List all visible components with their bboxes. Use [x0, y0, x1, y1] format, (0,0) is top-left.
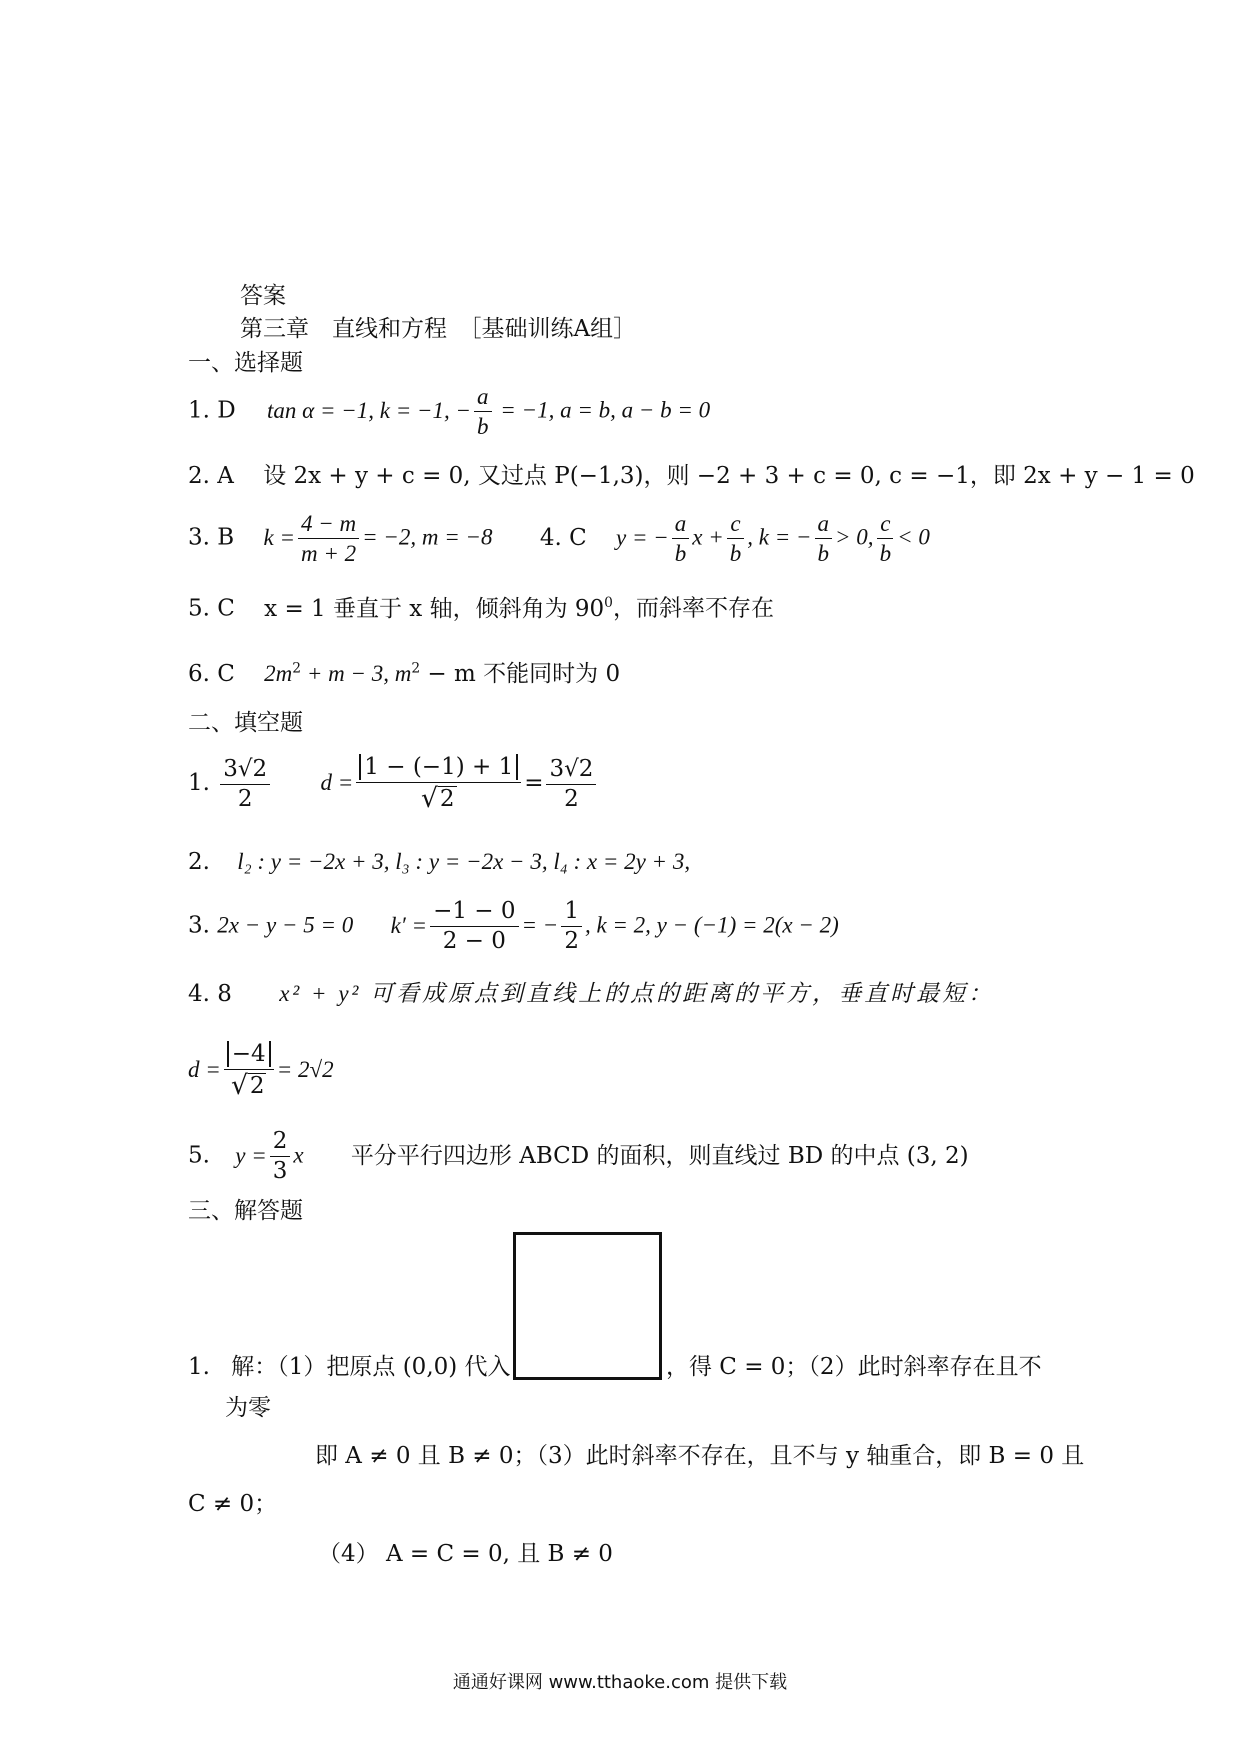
chapter-title: 第三章 直线和方程 ［基础训练A组］	[240, 316, 637, 342]
frac-denominator: b	[879, 541, 892, 566]
answer-num: 1.	[188, 1354, 210, 1380]
answer-2-4-formula: d = −4 √ 2 = 2√2	[188, 1041, 334, 1101]
math-tail: = −1, a = b, a − b = 0	[494, 397, 711, 423]
math-expr: l₂ : y = −2x + 3, l₃ : y = −2x − 3, l₄ : x = 2y + 3,	[237, 849, 691, 874]
answer-num: 1.	[188, 770, 210, 797]
math-expr: d =	[320, 770, 354, 796]
math-tail: , k = 2, y − (−1) = 2(x − 2)	[584, 912, 839, 938]
math-expr: x	[293, 1142, 304, 1168]
answer-1-6	[188, 662, 620, 686]
frac-numerator: 3√2	[220, 758, 270, 785]
math-expr: 2m	[264, 661, 293, 686]
answer-2-4	[188, 982, 994, 1006]
answer-1-1	[188, 385, 710, 438]
answer-3-1-line4: C ≠ 0；	[188, 1491, 278, 1517]
page-title: 答案	[240, 283, 286, 309]
frac-denominator: 2 − 0	[442, 928, 506, 954]
answer-3-1-line1b: ，得 C = 0；（2）此时斜率存在且不	[666, 1354, 1042, 1380]
answer-1-5	[188, 597, 774, 621]
answer-text: x² + y² 可看成原点到直线上的点的距离的平方，垂直时最短：	[279, 981, 995, 1006]
answer-2-5	[188, 1130, 969, 1183]
math-expr: = −	[521, 912, 559, 938]
math-expr: k =	[263, 524, 295, 550]
frac-numerator: a	[474, 385, 492, 412]
answer-text: x = 1 垂直于 x 轴，倾斜角为 90	[264, 595, 605, 622]
math-tail: = −2, m = −8	[362, 524, 493, 550]
math-expr: tan α = −1, k = −1, −	[267, 397, 472, 423]
answer-num: 6. C	[188, 661, 235, 687]
answer-1-3-4	[188, 512, 930, 565]
answer-1-2	[188, 465, 1195, 488]
answer-3-1-line2: 为零	[225, 1395, 271, 1421]
answer-num: 1. D	[188, 397, 236, 424]
abs-value: 1 − (−1) + 1	[359, 754, 518, 780]
abs-value: −4	[227, 1041, 271, 1067]
answer-text: 设 2x + y + c = 0, 又过点 P(−1,3)，则 −2 + 3 + c = 0, c = −1，即 2x + y − 1 = 0	[263, 463, 1195, 489]
frac-denominator: b	[477, 414, 489, 439]
answer-3-1-line3: 即 A ≠ 0 且 B ≠ 0；（3）此时斜率不存在，且不与 y 轴重合，即 B = 0 且	[315, 1443, 1085, 1469]
math-answer: 2x − y − 5 = 0	[217, 912, 354, 938]
answer-3-1-line1	[188, 1356, 511, 1379]
frac-denominator: b	[817, 541, 830, 566]
answer-num: 4. 8	[188, 981, 232, 1007]
math-expr: , k = −	[747, 524, 812, 550]
radical: 2	[249, 1073, 265, 1099]
frac-numerator: c	[877, 512, 893, 539]
frac-denominator: b	[674, 541, 687, 566]
math-expr: > 0,	[835, 524, 874, 550]
frac-numerator: 4 − m	[298, 512, 359, 539]
frac-denominator: 2	[237, 785, 253, 812]
frac-numerator: 2	[270, 1130, 291, 1157]
math-tail: = 2√2	[276, 1057, 334, 1083]
answer-num: 5. C	[188, 595, 235, 622]
math-tail: < 0	[897, 524, 930, 550]
answer-num: 4. C	[539, 524, 587, 551]
answer-num: 2. A	[188, 463, 234, 489]
section-heading-choice: 一、选择题	[188, 350, 303, 376]
radical: 2	[439, 786, 455, 812]
answer-3-1-line5: （4） A = C = 0, 且 B ≠ 0	[318, 1541, 613, 1567]
frac-denominator: 2	[564, 785, 579, 812]
answer-num: 3. B	[188, 524, 235, 551]
frac-numerator: 1	[561, 900, 582, 927]
answer-num: 3.	[188, 912, 210, 939]
math-expr: + m − 3, m	[301, 661, 412, 686]
degree-superscript: 0	[604, 595, 613, 611]
math-expr: y = −	[616, 524, 669, 550]
answer-text: ，而斜率不存在	[612, 595, 774, 622]
answer-num: 2.	[188, 849, 210, 875]
answer-text: − m 不能同时为 0	[420, 661, 621, 687]
section-heading-solve: 三、解答题	[188, 1198, 303, 1224]
frac-denominator: 2	[564, 928, 579, 954]
math-expr: y =	[235, 1142, 267, 1168]
footer-credit: 通通好课网 www.tthaoke.com 提供下载	[452, 1672, 788, 1693]
frac-numerator: a	[815, 512, 833, 539]
frac-denominator: 3	[272, 1158, 288, 1184]
frac-denominator: m + 2	[300, 541, 357, 566]
answer-2-3	[188, 900, 839, 953]
math-expr: d =	[188, 1057, 221, 1083]
answer-text: 解：（1）把原点 (0,0) 代入	[231, 1354, 511, 1380]
section-heading-fill: 二、填空题	[188, 710, 303, 736]
frac-numerator: c	[727, 512, 743, 539]
answer-2-2	[188, 850, 690, 874]
frac-denominator: b	[729, 541, 742, 566]
answer-2-1: 1. $\frac{3√2}{2}$ d = 1 − (−1) + 1 √ 2 = $\frac{3√2}{2}$	[188, 756, 599, 812]
frac-numerator: −1 − 0	[430, 900, 518, 927]
superscript: 2	[292, 660, 302, 677]
answer-text: 平分平行四边形 ABCD 的面积，则直线过 BD 的中点 (3, 2)	[350, 1142, 969, 1169]
frac-numerator: a	[672, 512, 690, 539]
frac-numerator: 3√2	[546, 758, 596, 785]
blank-image-box	[513, 1232, 662, 1380]
math-expr: k′ =	[390, 912, 428, 938]
math-expr: x +	[692, 524, 724, 550]
answer-num: 5.	[188, 1142, 210, 1169]
superscript: 2	[411, 660, 421, 677]
